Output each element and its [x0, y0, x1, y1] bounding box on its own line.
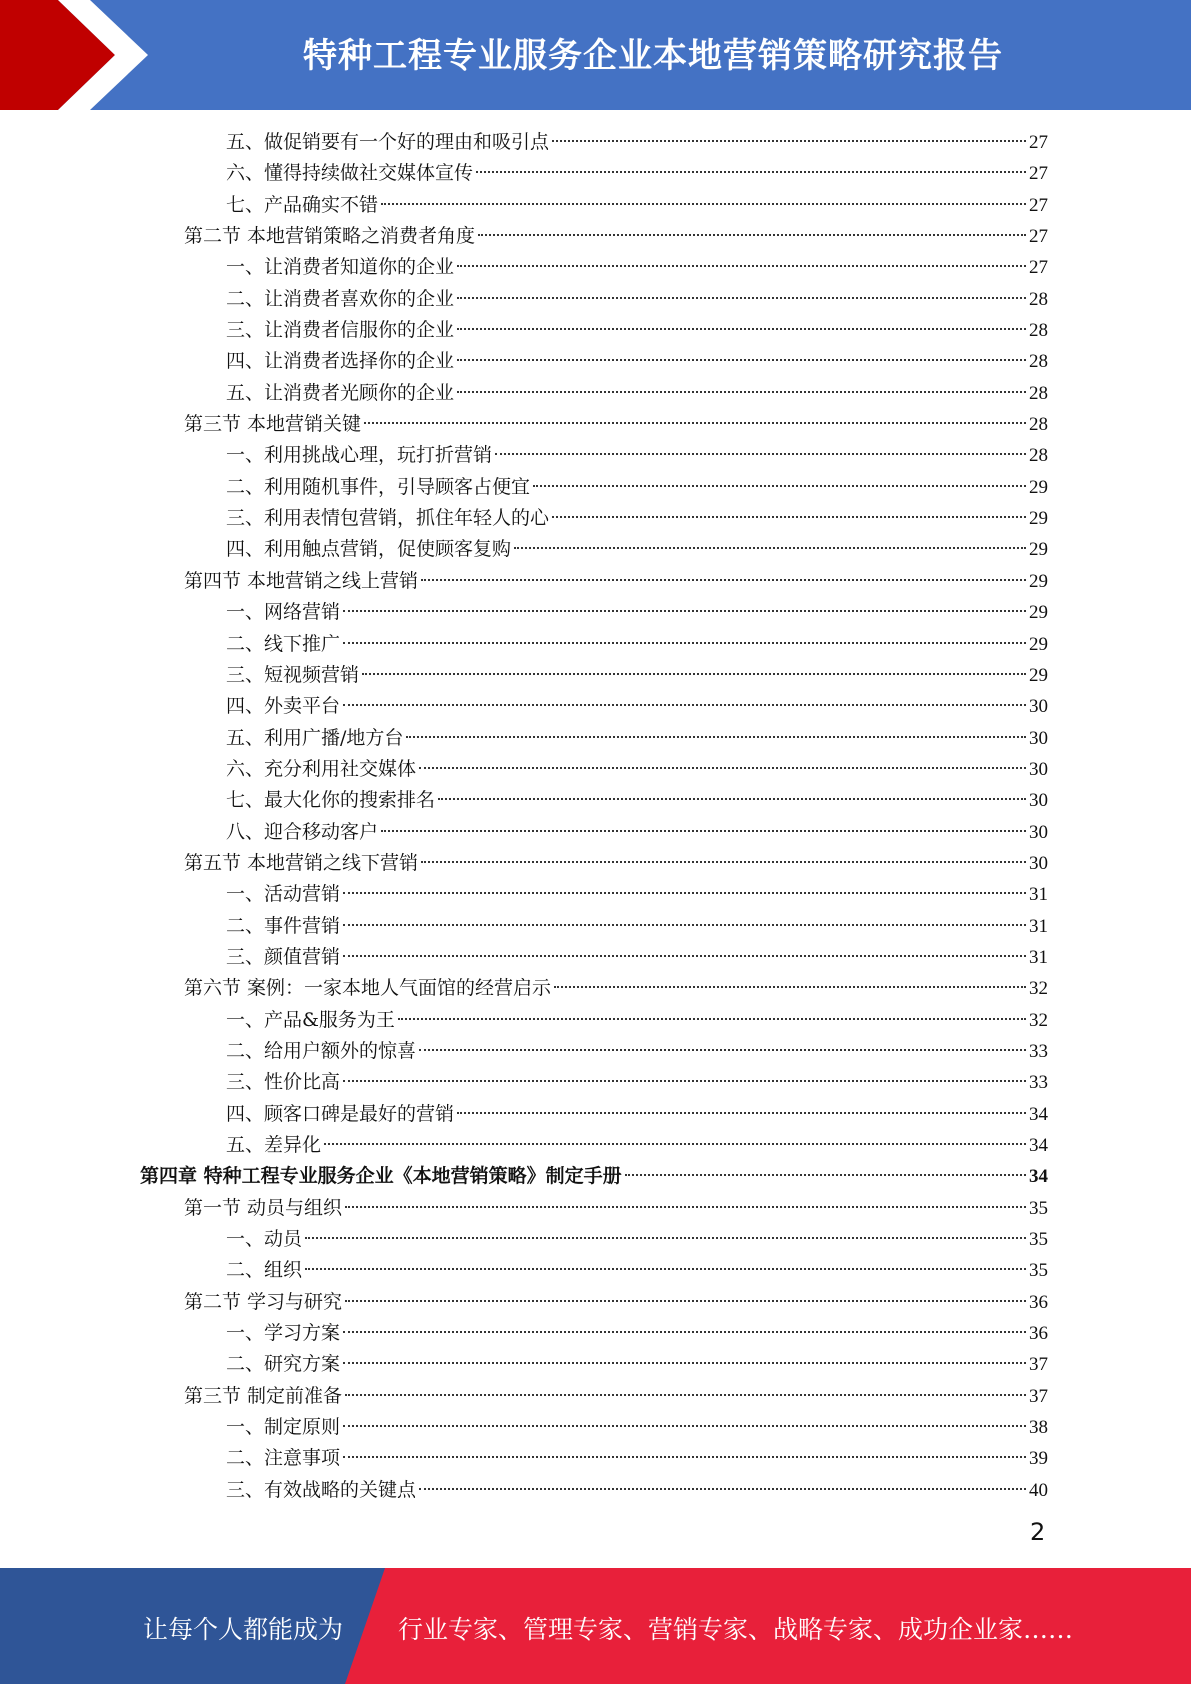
toc-entry-page: 28: [1029, 351, 1048, 373]
toc-entry-label: 三、性价比高: [226, 1071, 341, 1094]
toc-dot-leader: [625, 1173, 1026, 1176]
table-of-contents: [140, 127, 1048, 1506]
toc-dot-leader: [324, 1142, 1026, 1145]
toc-entry[interactable]: [140, 566, 1048, 597]
toc-dot-leader: [421, 578, 1026, 581]
toc-entry-label: 五、利用广播/地方台: [226, 726, 404, 749]
toc-entry[interactable]: [140, 158, 1048, 189]
toc-entry-page: 29: [1029, 664, 1048, 686]
toc-dot-leader: [438, 797, 1026, 800]
toc-entry[interactable]: [140, 1412, 1048, 1443]
toc-entry-page: 28: [1029, 320, 1048, 342]
toc-entry-label: 第一节 动员与组织: [184, 1196, 343, 1219]
toc-entry-page: 31: [1029, 915, 1048, 937]
toc-dot-leader: [343, 891, 1026, 894]
toc-entry[interactable]: [140, 1099, 1048, 1130]
toc-entry[interactable]: [140, 911, 1048, 942]
toc-entry[interactable]: [140, 1287, 1048, 1318]
toc-entry-label: 第二节 本地营销策略之消费者角度: [184, 225, 476, 248]
toc-dot-leader: [533, 484, 1026, 487]
toc-dot-leader: [554, 985, 1026, 988]
toc-entry-page: 29: [1029, 570, 1048, 592]
toc-dot-leader: [343, 1361, 1026, 1364]
toc-entry-page: 32: [1029, 978, 1048, 1000]
toc-entry-page: 35: [1029, 1229, 1048, 1251]
toc-entry-label: 二、注意事项: [226, 1447, 341, 1470]
toc-entry[interactable]: [140, 1318, 1048, 1349]
toc-dot-leader: [343, 954, 1026, 957]
toc-entry-page: 34: [1029, 1166, 1048, 1188]
page-number: 2: [1030, 1518, 1046, 1546]
footer-slogan-right: 行业专家、管理专家、营销专家、战略专家、成功企业家……: [398, 1615, 1074, 1644]
toc-dot-leader: [343, 703, 1026, 706]
toc-entry-page: 29: [1029, 508, 1048, 530]
toc-entry-page: 28: [1029, 414, 1048, 436]
toc-entry-page: 29: [1029, 539, 1048, 561]
toc-dot-leader: [406, 735, 1026, 738]
toc-entry-label: 一、利用挑战心理，玩打折营销: [226, 444, 493, 467]
toc-entry-page: 33: [1029, 1072, 1048, 1094]
toc-entry-page: 34: [1029, 1135, 1048, 1156]
toc-dot-leader: [381, 202, 1026, 205]
toc-entry[interactable]: [140, 817, 1048, 848]
toc-dot-leader: [343, 609, 1026, 612]
toc-dot-leader: [345, 1205, 1026, 1208]
toc-entry-label: 第五节 本地营销之线下营销: [184, 851, 419, 874]
toc-dot-leader: [457, 264, 1026, 267]
toc-dot-leader: [305, 1267, 1026, 1270]
toc-entry-page: 30: [1029, 821, 1048, 843]
toc-dot-leader: [343, 1424, 1026, 1427]
toc-entry-page: 27: [1029, 132, 1048, 153]
toc-entry-page: 27: [1029, 257, 1048, 279]
toc-entry-page: 30: [1029, 696, 1048, 718]
toc-entry-page: 28: [1029, 382, 1048, 404]
toc-entry[interactable]: [140, 472, 1048, 503]
toc-dot-leader: [457, 1111, 1026, 1114]
toc-entry-label: 三、有效战略的关键点: [226, 1478, 417, 1501]
toc-entry[interactable]: [140, 1130, 1048, 1161]
toc-dot-leader: [343, 923, 1026, 926]
toc-entry-label: 第二节 学习与研究: [184, 1290, 343, 1313]
toc-entry-page: 31: [1029, 946, 1048, 968]
toc-dot-leader: [476, 170, 1026, 173]
toc-dot-leader: [381, 829, 1026, 832]
toc-entry[interactable]: [140, 190, 1048, 221]
toc-dot-leader: [552, 139, 1026, 142]
toc-entry-page: 28: [1029, 288, 1048, 310]
toc-entry-page: 31: [1029, 884, 1048, 906]
toc-dot-leader: [552, 515, 1026, 518]
toc-entry-label: 一、学习方案: [226, 1322, 341, 1345]
footer-slogan-left: 让每个人都能成为: [143, 1615, 344, 1644]
toc-entry[interactable]: [140, 973, 1048, 1004]
toc-dot-leader: [343, 641, 1026, 644]
toc-entry-label: 四、让消费者选择你的企业: [226, 350, 455, 373]
toc-entry[interactable]: [140, 754, 1048, 785]
toc-entry-label: 第三节 制定前准备: [184, 1384, 343, 1407]
toc-entry-page: 27: [1029, 163, 1048, 185]
toc-entry-label: 八、迎合移动客户: [226, 820, 379, 843]
toc-entry-label: 七、产品确实不错: [226, 193, 379, 216]
toc-entry-page: 39: [1029, 1448, 1048, 1470]
toc-dot-leader: [398, 1017, 1026, 1020]
toc-entry-label: 三、颜值营销: [226, 945, 341, 968]
toc-entry-page: 35: [1029, 1197, 1048, 1219]
toc-entry[interactable]: [140, 942, 1048, 973]
toc-dot-leader: [364, 421, 1026, 424]
toc-entry-label: 四、外卖平台: [226, 695, 341, 718]
toc-entry-label: 二、事件营销: [226, 914, 341, 937]
toc-entry-label: 三、让消费者信服你的企业: [226, 319, 455, 342]
toc-dot-leader: [419, 1048, 1026, 1051]
toc-entry-page: 27: [1029, 194, 1048, 216]
toc-entry[interactable]: [140, 1036, 1048, 1067]
toc-entry-label: 二、给用户额外的惊喜: [226, 1039, 417, 1062]
toc-entry[interactable]: [140, 691, 1048, 722]
toc-entry[interactable]: [140, 629, 1048, 660]
toc-entry-page: 30: [1029, 758, 1048, 780]
toc-entry-label: 第四章 特种工程专业服务企业《本地营销策略》制定手册: [140, 1165, 622, 1188]
toc-dot-leader: [514, 546, 1026, 549]
toc-entry-page: 33: [1029, 1040, 1048, 1062]
toc-entry-label: 一、制定原则: [226, 1416, 341, 1439]
toc-entry[interactable]: [140, 1067, 1048, 1098]
toc-dot-leader: [343, 1079, 1026, 1082]
toc-entry[interactable]: [140, 409, 1048, 440]
toc-entry[interactable]: [140, 315, 1048, 346]
toc-entry[interactable]: [140, 127, 1048, 158]
header-chevron-decoration: [0, 0, 160, 110]
toc-entry-page: 30: [1029, 727, 1048, 749]
toc-entry-page: 36: [1029, 1291, 1048, 1313]
toc-entry-label: 五、让消费者光顾你的企业: [226, 381, 455, 404]
toc-dot-leader: [495, 452, 1026, 455]
toc-dot-leader: [421, 860, 1026, 863]
toc-entry[interactable]: [140, 346, 1048, 377]
toc-entry-label: 二、线下推广: [226, 632, 341, 655]
toc-dot-leader: [478, 233, 1026, 236]
toc-entry[interactable]: [140, 785, 1048, 816]
toc-entry-page: 38: [1029, 1417, 1048, 1439]
toc-entry-label: 五、做促销要有一个好的理由和吸引点: [226, 131, 550, 153]
toc-entry-label: 一、动员: [226, 1228, 303, 1251]
toc-entry[interactable]: [140, 284, 1048, 315]
toc-entry-label: 一、让消费者知道你的企业: [226, 256, 455, 279]
toc-entry-label: 一、网络营销: [226, 601, 341, 624]
toc-entry-label: 二、利用随机事件，引导顾客占便宜: [226, 475, 531, 498]
toc-entry-page: 29: [1029, 476, 1048, 498]
toc-entry-page: 29: [1029, 602, 1048, 624]
toc-dot-leader: [345, 1299, 1026, 1302]
toc-entry-label: 第四节 本地营销之线上营销: [184, 569, 419, 592]
toc-entry-label: 二、组织: [226, 1259, 303, 1282]
toc-entry[interactable]: [140, 723, 1048, 754]
toc-entry-page: 27: [1029, 226, 1048, 248]
toc-entry-page: 30: [1029, 790, 1048, 812]
toc-entry[interactable]: [140, 1255, 1048, 1286]
toc-entry-label: 第六节 案例：一家本地人气面馆的经营启示: [184, 977, 552, 1000]
toc-entry-page: 28: [1029, 445, 1048, 467]
toc-entry-label: 五、差异化: [226, 1134, 322, 1156]
toc-entry[interactable]: [140, 1381, 1048, 1412]
toc-dot-leader: [457, 296, 1026, 299]
toc-entry[interactable]: [140, 534, 1048, 565]
toc-entry-label: 第三节 本地营销关键: [184, 413, 362, 436]
toc-entry-label: 一、产品&服务为王: [226, 1008, 395, 1031]
report-title: 特种工程专业服务企业本地营销策略研究报告: [303, 36, 1003, 76]
toc-entry-label: 六、充分利用社交媒体: [226, 757, 417, 780]
page-footer: [0, 1568, 1191, 1684]
toc-entry[interactable]: [140, 1349, 1048, 1380]
toc-entry-page: 34: [1029, 1103, 1048, 1125]
toc-dot-leader: [305, 1236, 1026, 1239]
toc-entry-page: 30: [1029, 852, 1048, 874]
toc-entry[interactable]: [140, 660, 1048, 691]
toc-entry[interactable]: [140, 440, 1048, 471]
toc-dot-leader: [457, 358, 1026, 361]
toc-entry[interactable]: [140, 1005, 1048, 1036]
toc-entry-label: 七、最大化你的搜索排名: [226, 789, 436, 812]
page-header: [0, 0, 1191, 110]
toc-dot-leader: [457, 327, 1026, 330]
toc-entry-page: 35: [1029, 1260, 1048, 1282]
toc-dot-leader: [343, 1455, 1026, 1458]
toc-entry-label: 四、利用触点营销，促使顾客复购: [226, 538, 512, 561]
toc-entry[interactable]: [140, 1161, 1048, 1192]
toc-entry-page: 36: [1029, 1323, 1048, 1345]
toc-dot-leader: [362, 672, 1026, 675]
toc-entry[interactable]: [140, 503, 1048, 534]
toc-entry[interactable]: [140, 1475, 1048, 1506]
toc-entry[interactable]: [140, 1443, 1048, 1474]
toc-entry[interactable]: [140, 597, 1048, 628]
toc-dot-leader: [343, 1330, 1026, 1333]
toc-entry-label: 二、研究方案: [226, 1353, 341, 1376]
toc-dot-leader: [457, 390, 1026, 393]
toc-entry[interactable]: [140, 221, 1048, 252]
toc-entry-label: 四、顾客口碑是最好的营销: [226, 1102, 455, 1125]
toc-entry-page: 40: [1029, 1479, 1048, 1501]
toc-entry[interactable]: [140, 252, 1048, 283]
toc-entry[interactable]: [140, 879, 1048, 910]
toc-entry-page: 32: [1029, 1009, 1048, 1031]
toc-entry-page: 37: [1029, 1385, 1048, 1407]
toc-entry-label: 二、让消费者喜欢你的企业: [226, 287, 455, 310]
toc-entry-page: 29: [1029, 633, 1048, 655]
toc-entry-label: 三、利用表情包营销，抓住年轻人的心: [226, 507, 550, 530]
toc-entry[interactable]: [140, 378, 1048, 409]
toc-entry-page: 37: [1029, 1354, 1048, 1376]
toc-entry[interactable]: [140, 1224, 1048, 1255]
toc-entry[interactable]: [140, 848, 1048, 879]
toc-entry-label: 六、懂得持续做社交媒体宣传: [226, 162, 474, 185]
toc-dot-leader: [345, 1393, 1026, 1396]
toc-entry-label: 三、短视频营销: [226, 663, 360, 686]
toc-dot-leader: [419, 1487, 1026, 1490]
toc-entry[interactable]: [140, 1193, 1048, 1224]
toc-dot-leader: [419, 766, 1026, 769]
toc-entry-label: 一、活动营销: [226, 883, 341, 906]
